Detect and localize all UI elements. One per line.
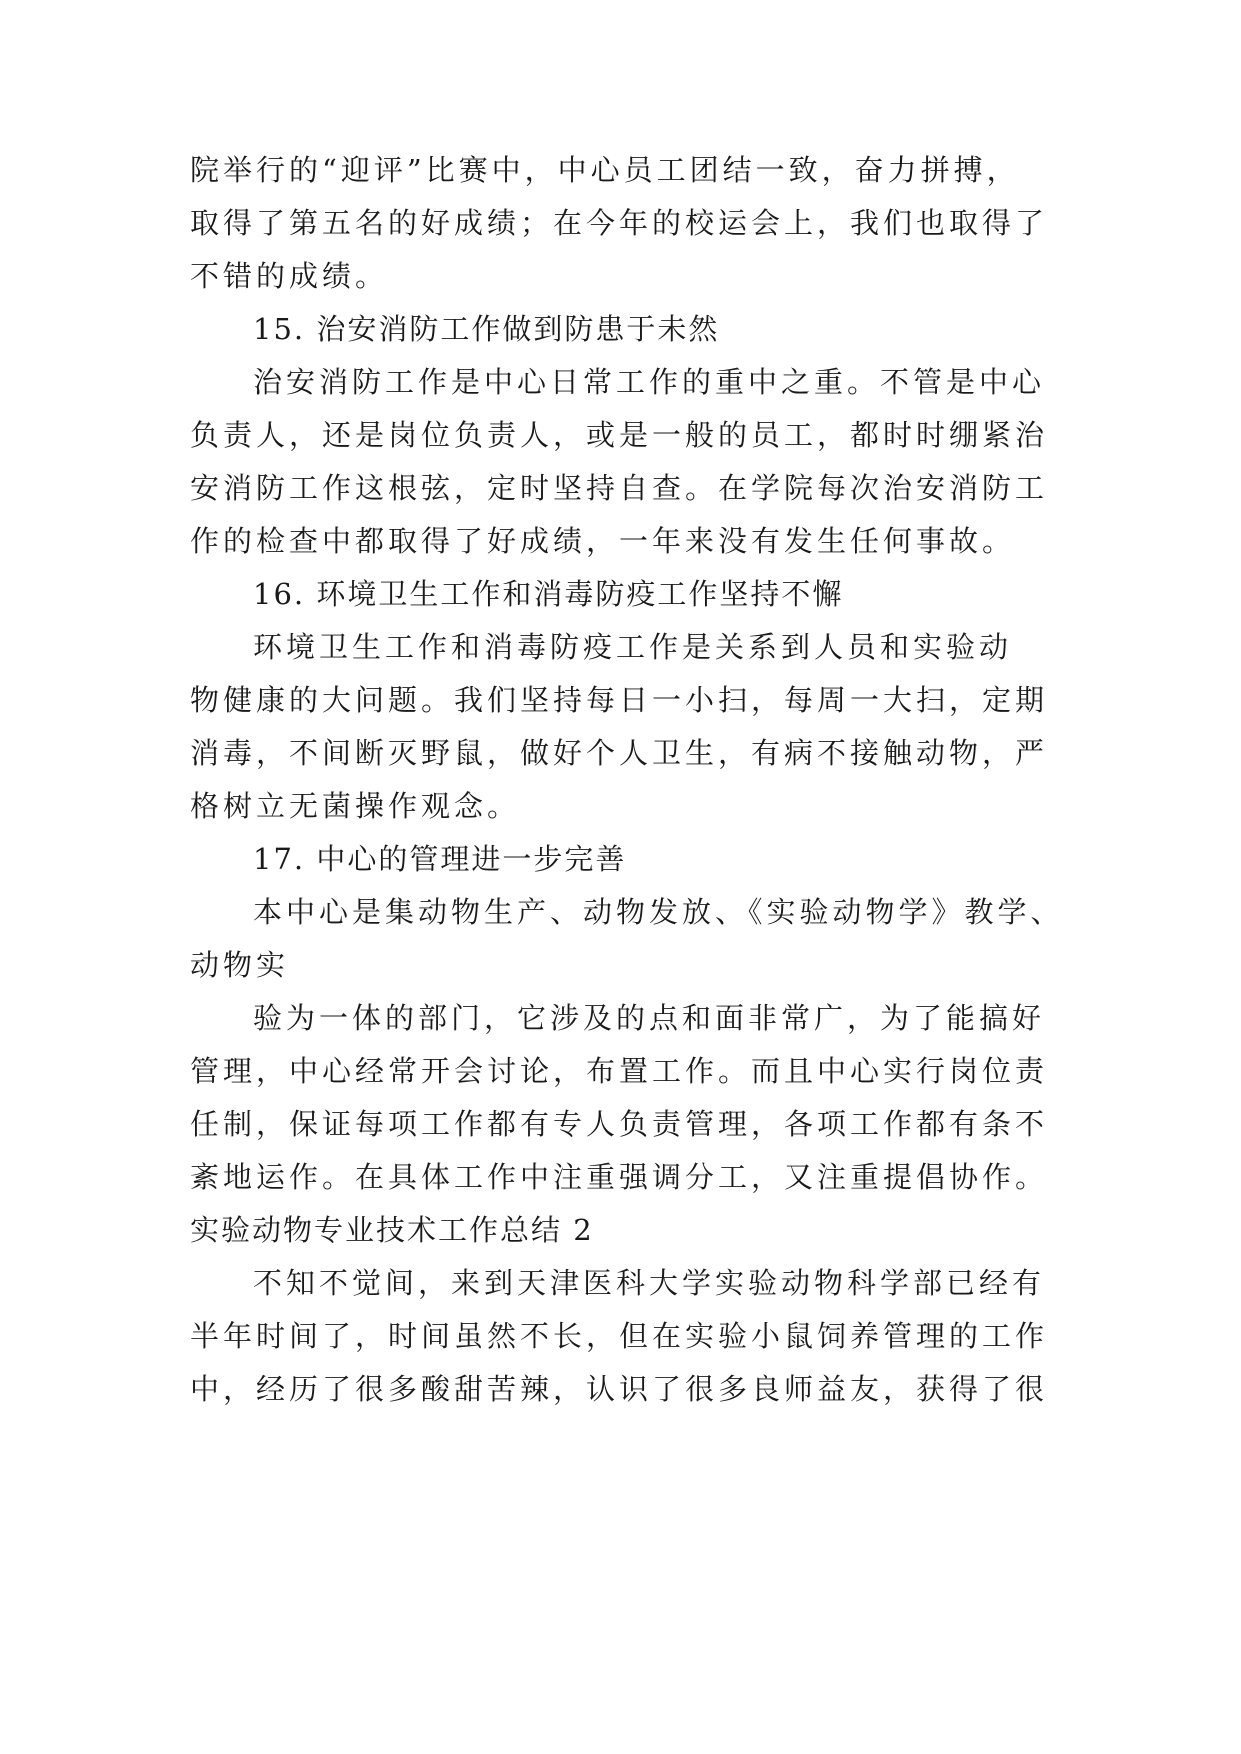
body-text-line: 不知不觉间，来到天津医科大学实验动物科学部已经有 [253,1266,1046,1300]
body-text-line: 本中心是集动物生产、动物发放、《实验动物学》教学、 [253,895,1064,929]
body-text-line: 取得了第五名的好成绩；在今年的校运会上，我们也取得了 [190,206,1049,240]
body-text-line: 物健康的大问题。我们坚持每日一小扫，每周一大扫，定期 [190,683,1049,717]
body-text-line: 负责人，还是岗位负责人，或是一般的员工，都时时绷紧治 [190,418,1049,452]
body-text-line: 不错的成绩。 [190,259,389,293]
body-text-line: 消毒，不间断灭野鼠，做好个人卫生，有病不接触动物，严 [190,736,1049,770]
body-text-line: 任制，保证每项工作都有专人负责管理，各项工作都有条不 [190,1107,1049,1141]
body-text-line: 治安消防工作是中心日常工作的重中之重。不管是中心 [253,365,1046,399]
body-text-line: 格树立无菌操作观念。 [190,789,521,823]
body-text-line: 管理，中心经常开会讨论，布置工作。而且中心实行岗位责 [190,1054,1049,1088]
body-text-line: 作的检查中都取得了好成绩，一年来没有发生任何事故。 [190,524,1016,558]
body-text-line: 安消防工作这根弦，定时坚持自查。在学院每次治安消防工 [190,471,1049,505]
section-heading: 15. 治安消防工作做到防患于未然 [253,312,720,346]
document-subtitle: 实验动物专业技术工作总结 2 [190,1213,594,1247]
body-text-line: 紊地运作。在具体工作中注重强调分工，又注重提倡协作。 [190,1160,1049,1194]
body-text-line: 院举行的“迎评”比赛中，中心员工团结一致，奋力拼搏， [190,153,1020,187]
body-text-line: 中，经历了很多酸甜苦辣，认识了很多良师益友，获得了很 [190,1372,1049,1406]
body-text-line: 动物实 [190,948,290,982]
body-text-line: 半年时间了，时间虽然不长，但在实验小鼠饲养管理的工作 [190,1319,1049,1353]
body-text-line: 验为一体的部门，它涉及的点和面非常广，为了能搞好 [253,1001,1046,1035]
body-text-line: 环境卫生工作和消毒防疫工作是关系到人员和实验动 [253,630,1013,664]
section-heading: 17. 中心的管理进一步完善 [253,842,627,876]
section-heading: 16. 环境卫生工作和消毒防疫工作坚持不懈 [253,577,844,611]
